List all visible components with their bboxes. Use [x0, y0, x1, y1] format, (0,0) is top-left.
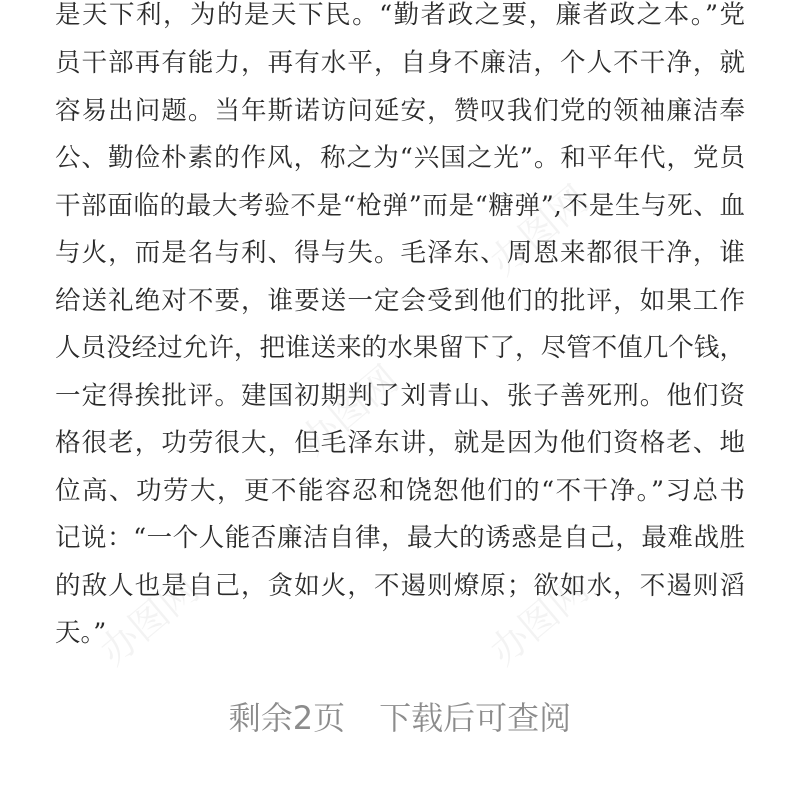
body-text-line: 公、勤俭朴素的作风，称之为“兴国之光”。和平年代，党员 — [55, 143, 745, 173]
body-text-line: 位高、功劳大，更不能容忍和饶恕他们的“不干净。”习总书 — [55, 476, 745, 506]
body-text-line: 员干部再有能力，再有水平，自身不廉洁，个人不干净，就 — [55, 48, 745, 78]
remaining-pages-label: 剩余2页 — [228, 699, 346, 737]
body-text-line: 一定得挨批评。建国初期判了刘青山、张子善死刑。他们资 — [55, 381, 745, 411]
body-text-line: 与火，而是名与利、得与失。毛泽东、周恩来都很干净，谁 — [55, 238, 745, 268]
body-text-line: 是天下利，为的是天下民。“勤者政之要，廉者政之本。”党 — [55, 0, 745, 30]
download-hint-label: 下载后可查阅 — [379, 699, 572, 737]
watermark: 办图网 — [291, 356, 408, 464]
body-text-line: 人员没经过允许，把谁送来的水果留下了，尽管不值几个钱， — [55, 333, 745, 363]
watermark: 办图网 — [91, 566, 208, 674]
body-text-line: 干部面临的最大考验不是“枪弹”而是“糖弹”,不是生与死、血 — [55, 191, 745, 221]
watermark: 办图网 — [481, 566, 598, 674]
body-text-line: 的敌人也是自己，贪如火，不遏则燎原；欲如水，不遏则滔 — [55, 571, 745, 601]
body-text-line: 给送礼绝对不要，谁要送一定会受到他们的批评，如果工作 — [55, 286, 745, 316]
watermark: 办图网 — [481, 176, 598, 284]
body-text-line: 容易出问题。当年斯诺访问延安，赞叹我们党的领袖廉洁奉 — [55, 96, 745, 126]
body-text-line: 记说：“一个人能否廉洁自律，最大的诱惑是自己，最难战胜 — [55, 523, 745, 553]
body-text-line: 格很老，功劳很大，但毛泽东讲，就是因为他们资格老、地 — [55, 428, 745, 458]
body-text-line: 天。” — [55, 618, 107, 648]
download-prompt[interactable] — [0, 693, 800, 743]
